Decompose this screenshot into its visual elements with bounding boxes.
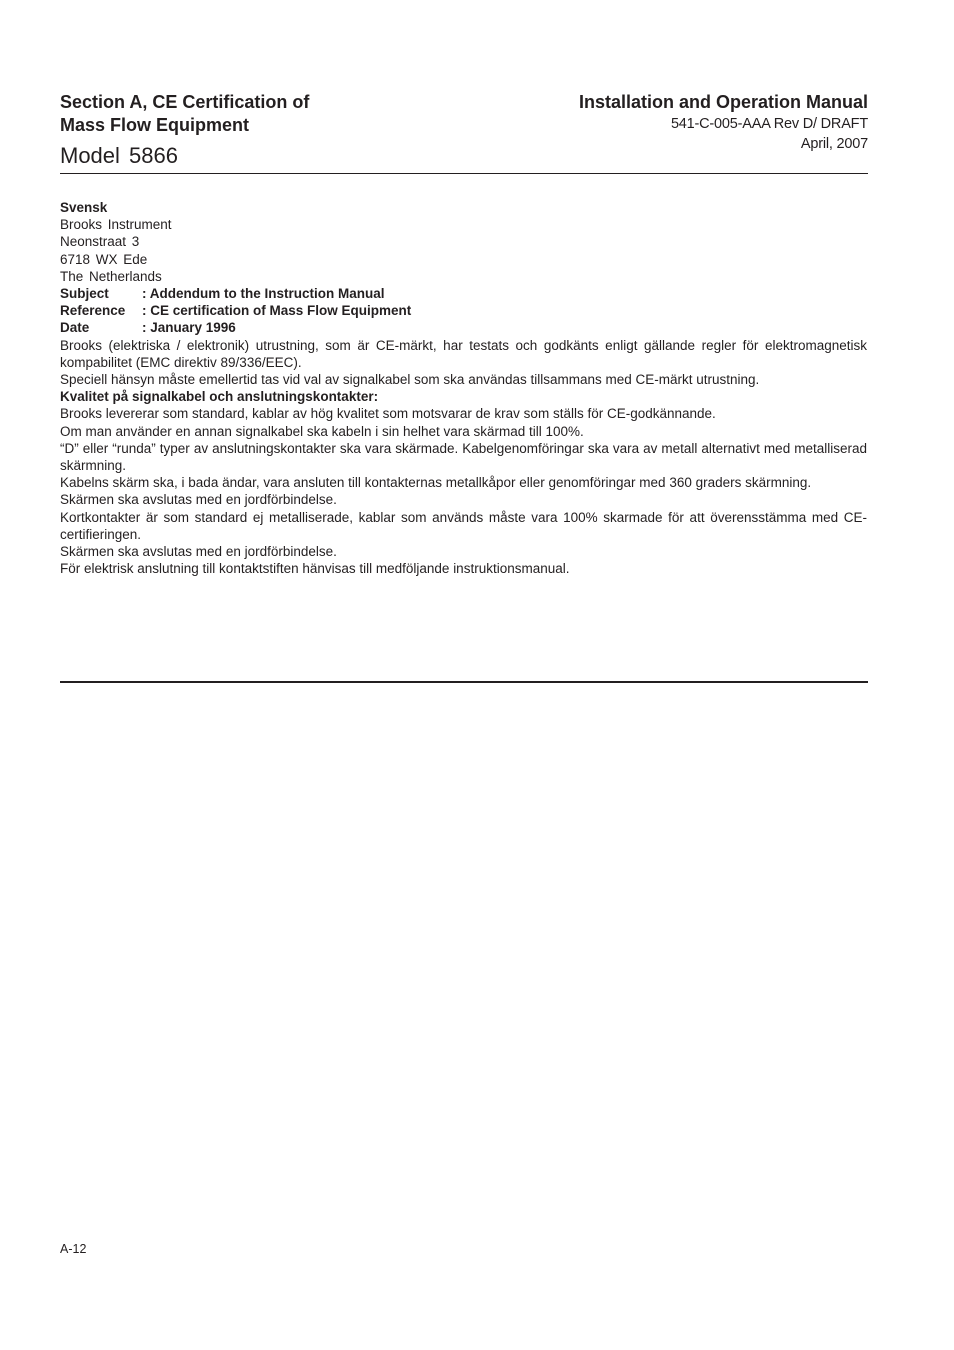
field-label: Subject [60, 286, 109, 302]
date-field [60, 319, 867, 336]
page-number: A-12 [60, 1242, 87, 1256]
header-right [448, 91, 868, 154]
body-paragraph: Kabelns skärm ska, i bada ändar, vara ansluten till kontakternas metallkåpor eller genomföringar med 360 graders skärmning. [60, 475, 812, 491]
document-date: April, 2007 [800, 136, 868, 152]
section-title-line-1: Section A, CE Certification of [60, 92, 310, 112]
body-paragraph: Skärmen ska avslutas med en jordförbindelse. [60, 544, 337, 560]
address-line: Brooks Instrument [60, 217, 172, 233]
field-label: Date [60, 320, 90, 336]
memo-fields [60, 285, 867, 337]
body-paragraph: “D” eller “runda” typer av anslutningskontakter ska vara skärmade. Kabelgenomföringar ska vara av metall alternativt med metalliserad skärmning. [60, 440, 867, 474]
quality-heading: Kvalitet på signalkabel och anslutningskontakter: [60, 389, 379, 405]
header-left [60, 91, 480, 169]
field-value: : Addendum to the Instruction Manual [142, 286, 385, 302]
body-paragraph: Brooks levererar som standard, kablar av hög kvalitet som motsvarar de krav som ställs för CE-godkännande. [60, 406, 716, 422]
address-line: Neonstraat 3 [60, 234, 140, 250]
address-line: The Netherlands [60, 268, 162, 284]
field-label: Reference [60, 303, 126, 319]
document-number: 541-C-005-AAA Rev D/ DRAFT [670, 116, 868, 132]
section-end-divider [60, 681, 868, 683]
body-paragraph: Skärmen ska avslutas med en jordförbindelse. [60, 492, 337, 508]
section-title-line-2: Mass Flow Equipment [60, 115, 250, 135]
reference-field [60, 302, 867, 319]
subject-field [60, 285, 867, 302]
body-content [60, 199, 867, 577]
body-paragraph: Om man använder en annan signalkabel ska kabeln i sin helhet vara skärmad till 100%. [60, 423, 584, 439]
header-divider [60, 173, 868, 174]
section-title [60, 91, 480, 137]
address-block [60, 216, 867, 285]
field-value: : CE certification of Mass Flow Equipment [142, 303, 412, 319]
body-paragraph: För elektrisk anslutning till kontaktstiften hänvisas till medföljande instruktionsmanual. [60, 561, 570, 577]
manual-title: Installation and Operation Manual [578, 92, 868, 112]
field-value: : January 1996 [142, 320, 236, 336]
body-paragraph: Kortkontakter är som standard ej metalliserade, kablar som används måste vara 100% skarmade för att överensstämma med CE-certifieringen. [60, 509, 867, 542]
language-heading: Svensk [60, 200, 108, 215]
model-title: Model 5866 [60, 143, 178, 168]
intro-paragraph: Brooks (elektriska / elektronik) utrustning, som är CE-märkt, har testats och godkänts enligt gällande regler för elektromagnetisk kompabilitet (EMC direktiv 89/336/EEC). [60, 337, 867, 370]
address-line: 6718 WX Ede [60, 251, 148, 267]
intro-paragraph: Speciell hänsyn måste emellertid tas vid val av signalkabel som ska användas tillsammans med CE-märkt utrustning. [60, 372, 760, 388]
